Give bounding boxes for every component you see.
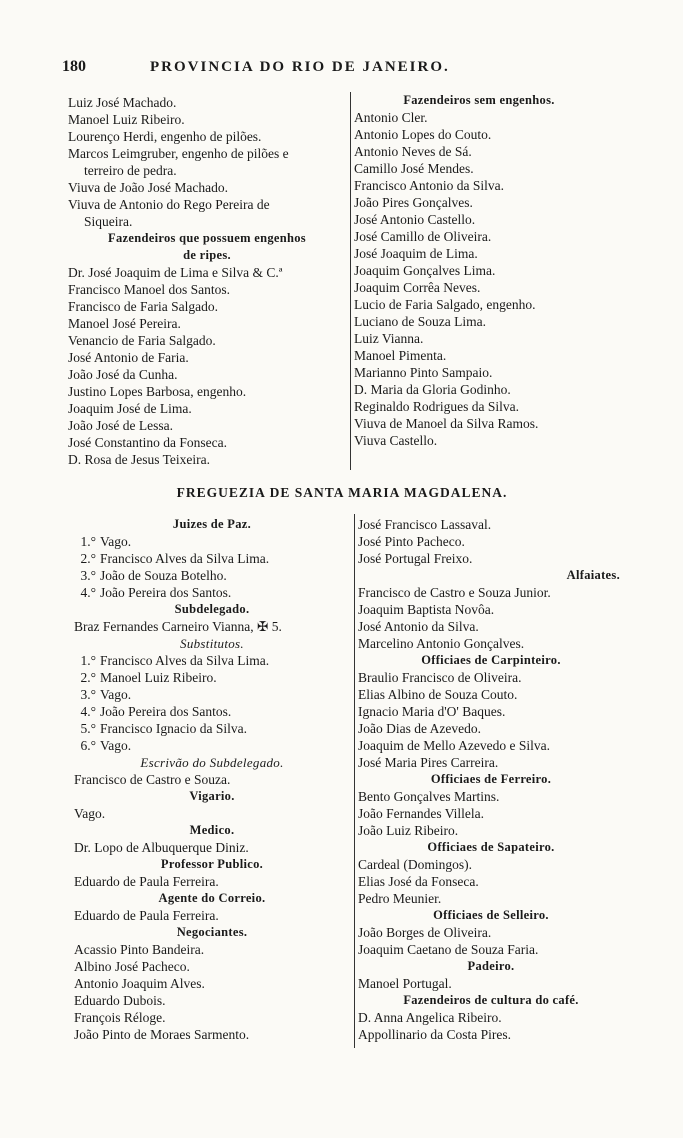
list-item: Francisco Manoel dos Santos. — [68, 282, 230, 297]
list-item: José Antonio da Silva. — [358, 619, 479, 634]
list-item: D. Maria da Gloria Godinho. — [354, 382, 511, 397]
list-item: Joaquim Baptista Novôa. — [358, 602, 495, 617]
list-item: Manoel Luiz Ribeiro. — [68, 112, 185, 127]
list-item: Dr. José Joaquim de Lima e Silva & C.ª — [68, 265, 283, 280]
section-heading: Officiaes de Carpinteiro. — [421, 653, 561, 667]
list-item: Antonio Lopes do Couto. — [354, 127, 492, 142]
list-item: D. Rosa de Jesus Teixeira. — [68, 452, 211, 467]
section-heading: Fazendeiros de cultura do café. — [403, 993, 579, 1007]
section-heading: Officiaes de Sapateiro. — [427, 840, 555, 854]
list-item: Reginaldo Rodrigues da Silva. — [354, 399, 519, 414]
ordinal-number: 1.° — [80, 534, 96, 549]
ordinal-number: 4.° — [80, 704, 96, 719]
list-item: Lucio de Faria Salgado, engenho. — [354, 297, 536, 312]
list-item: Albino José Pacheco. — [74, 959, 190, 974]
ordinal-number: 5.° — [80, 721, 96, 736]
section-heading: de ripes. — [183, 248, 231, 262]
list-item-text: Francisco Ignacio da Silva. — [100, 721, 247, 736]
section-heading: Professor Publico. — [160, 857, 264, 871]
list-item — [74, 533, 350, 550]
ordinal-number: 2.° — [80, 670, 96, 685]
list-item: Francisco de Castro e Souza. — [74, 772, 231, 787]
section-heading: Vigario. — [189, 789, 235, 803]
list-item: Dr. Lopo de Albuquerque Diniz. — [74, 840, 249, 855]
list-item: Viuva de Antonio do Rego Pereira de — [68, 197, 270, 212]
section-heading: Fazendeiros sem engenhos. — [403, 93, 555, 107]
ordinal-number: 6.° — [80, 738, 96, 753]
list-item: Joaquim de Mello Azevedo e Silva. — [358, 738, 550, 753]
top-right-column — [354, 92, 604, 449]
list-item — [74, 567, 350, 584]
column-divider-top — [350, 92, 351, 470]
list-item: Luciano de Souza Lima. — [354, 314, 486, 329]
list-item: José Maria Pires Carreira. — [358, 755, 499, 770]
list-item: Antonio Cler. — [354, 110, 428, 125]
list-item: Francisco de Castro e Souza Junior. — [358, 585, 551, 600]
list-item: Luiz Vianna. — [354, 331, 424, 346]
list-item — [74, 737, 350, 754]
ordinal-number: 1.° — [80, 653, 96, 668]
list-item — [74, 703, 350, 720]
section-subheading: Escrivão do Subdelegado. — [140, 755, 284, 770]
page-header — [62, 58, 632, 76]
list-item: José Francisco Lassaval. — [358, 517, 492, 532]
list-item-text: Francisco Alves da Silva Lima. — [100, 653, 270, 668]
list-item: Eduardo Dubois. — [74, 993, 166, 1008]
list-item-continuation: terreiro de pedra. — [84, 163, 177, 178]
list-item: José Constantino da Fonseca. — [68, 435, 227, 450]
section-heading: Medico. — [189, 823, 235, 837]
list-item: Bento Gonçalves Martins. — [358, 789, 500, 804]
list-item: Pedro Meunier. — [358, 891, 442, 906]
list-item-text: Francisco Alves da Silva Lima. — [100, 551, 270, 566]
list-item: Justino Lopes Barbosa, engenho. — [68, 384, 247, 399]
top-left-column — [68, 94, 346, 468]
list-item: Elias José da Fonseca. — [358, 874, 479, 889]
list-item — [74, 550, 350, 567]
list-item: João Pires Gonçalves. — [354, 195, 473, 210]
list-item-text: João Pereira dos Santos. — [100, 704, 232, 719]
running-title: PROVINCIA DO RIO DE JANEIRO. — [150, 59, 450, 75]
list-item: Braulio Francisco de Oliveira. — [358, 670, 522, 685]
ordinal-number: 2.° — [80, 551, 96, 566]
ordinal-number: 4.° — [80, 585, 96, 600]
list-item: Viuva Castello. — [354, 433, 438, 448]
list-item: Cardeal (Domingos). — [358, 857, 472, 872]
list-item: Braz Fernandes Carneiro Vianna, ✠ 5. — [74, 619, 282, 634]
section-heading: Juizes de Paz. — [172, 517, 252, 531]
list-item: José Antonio Castello. — [354, 212, 476, 227]
page-number: 180 — [62, 58, 86, 75]
list-item: João Dias de Azevedo. — [358, 721, 481, 736]
list-item: Venancio de Faria Salgado. — [68, 333, 216, 348]
list-item: José Joaquim de Lima. — [354, 246, 478, 261]
list-item: Viuva de Manoel da Silva Ramos. — [354, 416, 539, 431]
list-item: Eduardo de Paula Ferreira. — [74, 874, 219, 889]
list-item: Manoel Pimenta. — [354, 348, 447, 363]
section-title: FREGUEZIA DE SANTA MARIA MAGDALENA. — [176, 485, 508, 500]
list-item: Lourenço Herdi, engenho de pilões. — [68, 129, 262, 144]
section-subheading: Substitutos. — [180, 636, 244, 651]
list-item: Joaquim Corrêa Neves. — [354, 280, 481, 295]
list-item: D. Anna Angelica Ribeiro. — [358, 1010, 502, 1025]
list-item — [74, 584, 350, 601]
list-item: João José da Cunha. — [68, 367, 178, 382]
list-item: Manoel José Pereira. — [68, 316, 181, 331]
list-item-text: João Pereira dos Santos. — [100, 585, 232, 600]
list-item: José Antonio de Faria. — [68, 350, 189, 365]
list-item: Marianno Pinto Sampaio. — [354, 365, 493, 380]
section-heading: Officiaes de Selleiro. — [433, 908, 549, 922]
list-item: François Réloge. — [74, 1010, 166, 1025]
ordinal-number: 3.° — [80, 687, 96, 702]
list-item: Francisco Antonio da Silva. — [354, 178, 504, 193]
section-heading: Alfaiates. — [566, 568, 620, 582]
list-item-text: Vago. — [100, 534, 132, 549]
list-item: João Fernandes Villela. — [358, 806, 485, 821]
list-item: Camillo José Mendes. — [354, 161, 474, 176]
bottom-left-column — [74, 516, 350, 1043]
list-item: João Luiz Ribeiro. — [358, 823, 459, 838]
list-item: Eduardo de Paula Ferreira. — [74, 908, 219, 923]
list-item: Joaquim Caetano de Souza Faria. — [358, 942, 539, 957]
list-item: Joaquim José de Lima. — [68, 401, 192, 416]
ordinal-number: 3.° — [80, 568, 96, 583]
column-divider-bottom — [354, 514, 355, 1048]
list-item: Ignacio Maria d'O' Baques. — [358, 704, 506, 719]
list-item-text: João de Souza Botelho. — [100, 568, 227, 583]
list-item: Elias Albino de Souza Couto. — [358, 687, 518, 702]
section-heading: Padeiro. — [467, 959, 515, 973]
list-item-text: Manoel Luiz Ribeiro. — [100, 670, 217, 685]
list-item: João Borges de Oliveira. — [358, 925, 492, 940]
list-item-text: Vago. — [100, 687, 132, 702]
list-item: João Pinto de Moraes Sarmento. — [74, 1027, 250, 1042]
list-item — [74, 669, 350, 686]
section-heading: Negociantes. — [176, 925, 248, 939]
section-heading: Subdelegado. — [174, 602, 250, 616]
section-heading: Fazendeiros que possuem engenhos — [108, 231, 306, 245]
list-item: Antonio Neves de Sá. — [354, 144, 472, 159]
list-item: Manoel Portugal. — [358, 976, 452, 991]
list-item: Marcos Leimgruber, engenho de pilões e — [68, 146, 289, 161]
list-item: Appollinario da Costa Pires. — [358, 1027, 511, 1042]
list-item: Francisco de Faria Salgado. — [68, 299, 218, 314]
list-item: Antonio Joaquim Alves. — [74, 976, 205, 991]
list-item-text: Vago. — [100, 738, 132, 753]
list-item: Vago. — [74, 806, 106, 821]
list-item: José Portugal Freixo. — [358, 551, 473, 566]
section-heading: Officiaes de Ferreiro. — [430, 772, 552, 786]
list-item — [74, 720, 350, 737]
list-item — [74, 686, 350, 703]
bottom-right-column — [358, 516, 624, 1043]
list-item: João José de Lessa. — [68, 418, 173, 433]
list-item: Luiz José Machado. — [68, 95, 177, 110]
list-item: José Pinto Pacheco. — [358, 534, 465, 549]
list-item: Marcelino Antonio Gonçalves. — [358, 636, 525, 651]
list-item-continuation: Siqueira. — [84, 214, 133, 229]
list-item: Joaquim Gonçalves Lima. — [354, 263, 496, 278]
list-item: Viuva de João José Machado. — [68, 180, 229, 195]
section-heading: Agente do Correio. — [158, 891, 266, 905]
list-item — [74, 652, 350, 669]
list-item: José Camillo de Oliveira. — [354, 229, 492, 244]
list-item: Acassio Pinto Bandeira. — [74, 942, 205, 957]
